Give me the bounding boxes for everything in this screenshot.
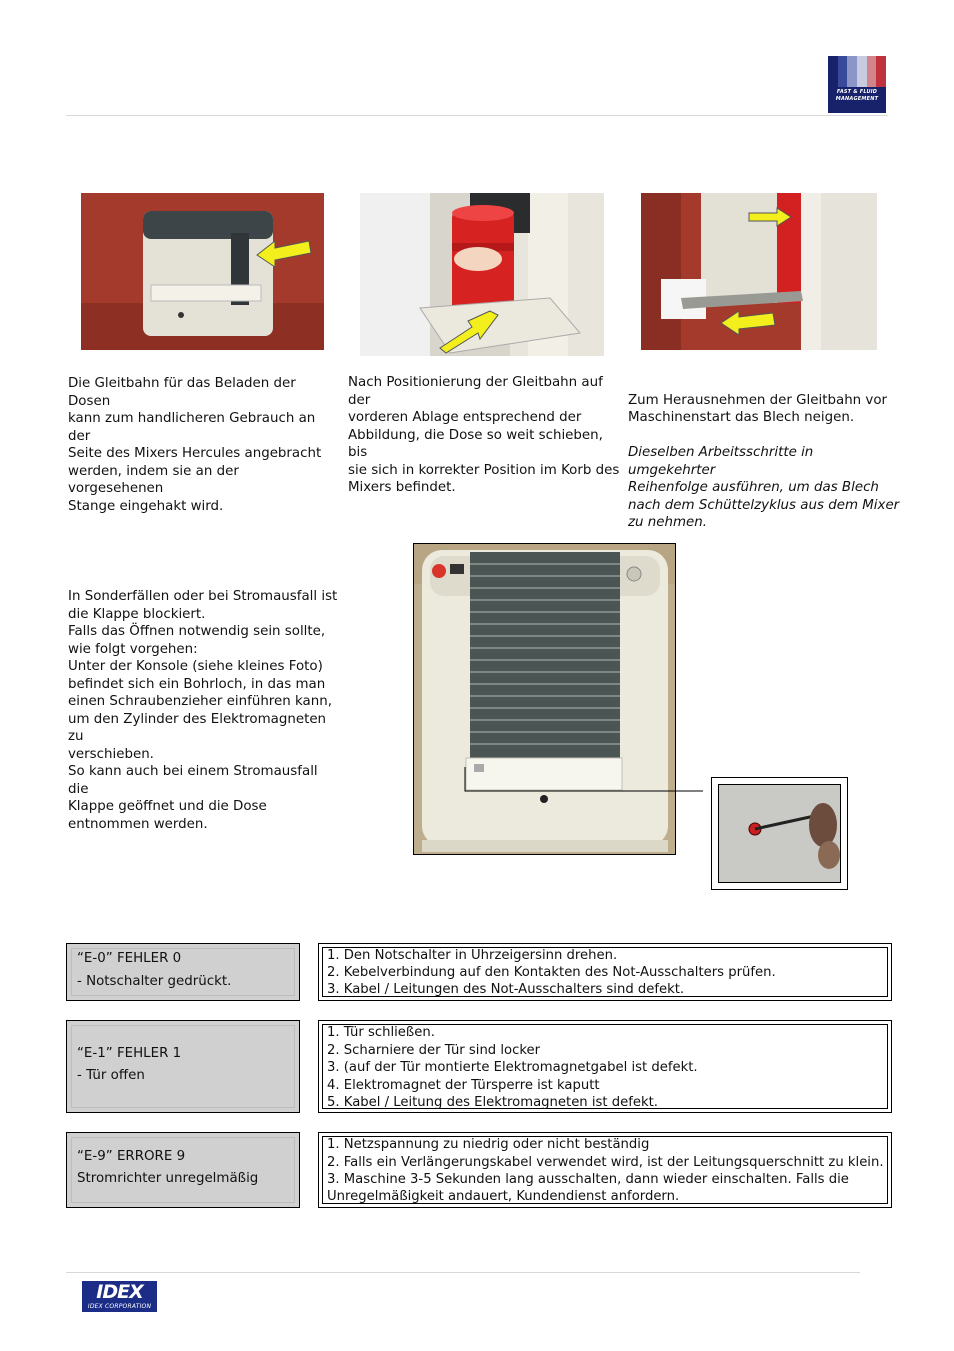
fix-line: 4. Elektromagnet der Türsperre ist kaputt	[327, 1078, 600, 1093]
callout-line	[462, 765, 708, 795]
logo-stripes	[828, 56, 886, 87]
caption-remove-slide-normal: Zum Herausnehmen der Gleitbahn vor Maschinenstart das Blech neigen.	[628, 392, 888, 425]
caption-door-emergency: In Sonderfällen oder bei Stromausfall ist die Klappe blockiert. Falls das Öffnen notwendig sein sollte, wie folgt vorgehen: Unter der Konsole (siehe kleines Foto) befindet sich ein Bohrloch, in das man einen Schraubenzieher einführen kann, um den Zylinder des Elektromagneten zu verschieben. So kann auch bei einem Stromausfall die Klappe geöffnet und die Dose entnommen werden.	[68, 589, 338, 832]
fix-line: Unregelmäßigkeit andauert, Kundendienst anfordern.	[327, 1189, 680, 1204]
idex-logo	[82, 1281, 157, 1312]
error-fix-box-e9	[318, 1132, 892, 1208]
logo-text	[830, 89, 884, 103]
fix-line: 3. Maschine 3-5 Sekunden lang ausschalten, dann wieder einschalten. Falls die	[327, 1172, 849, 1187]
error-code-inner	[71, 1025, 295, 1108]
error-desc: - Tür offen	[77, 1068, 145, 1083]
fix-line: 3. Kabel / Leitungen des Not-Ausschalters sind defekt.	[327, 982, 685, 997]
idex-logo-subtext: IDEX CORPORATION	[87, 1303, 152, 1310]
inset-photo-screwdriver	[718, 784, 841, 883]
fix-line: 1. Netzspannung zu niedrig oder nicht beständig	[327, 1137, 650, 1152]
footer-rule	[66, 1272, 860, 1273]
photo-mixer-side	[81, 193, 324, 350]
error-fix-box-e1	[318, 1020, 892, 1113]
error-code-box-e9	[66, 1132, 300, 1208]
error-code-inner	[71, 1137, 295, 1203]
fix-line: 5. Kabel / Leitung des Elektromagneten ist defekt.	[327, 1095, 658, 1110]
fast-fluid-logo	[828, 56, 886, 113]
logo-text-line-2: MANAGEMENT	[835, 96, 879, 102]
error-code-box-e0	[66, 943, 300, 1001]
error-code: “E-9” ERRORE 9	[77, 1149, 186, 1164]
idex-logo-text: IDEX	[96, 1281, 143, 1303]
error-fix-box-e0	[318, 943, 892, 1001]
caption-position-can: Nach Positionierung der Gleitbahn auf der vorderen Ablage entsprechend der Abbildung, die Dose so weit schieben, bis sie sich in korrekter Position im Korb des Mixers befindet.	[348, 375, 620, 495]
photo-mixer-front	[413, 543, 676, 855]
header-rule	[66, 115, 888, 116]
logo-text-line-1: FAST & FLUID	[836, 89, 878, 95]
inset-photo-frame	[711, 777, 848, 890]
fix-line: 1. Tür schließen.	[327, 1025, 435, 1040]
fix-line: 2. Falls ein Verlängerungskabel verwendet wird, ist der Leitungsquerschnitt zu klein.	[327, 1155, 884, 1170]
photo-tilt-sheet	[641, 193, 877, 350]
caption-remove-slide	[628, 374, 900, 549]
fix-line: 1. Den Notschalter in Uhrzeigersinn drehen.	[327, 948, 618, 963]
fix-line: 2. Scharniere der Tür sind locker	[327, 1043, 541, 1058]
error-code: “E-1” FEHLER 1	[77, 1046, 182, 1061]
error-desc: - Notschalter gedrückt.	[77, 974, 232, 989]
photo-can-placement	[360, 193, 604, 356]
fix-line: 2. Kebelverbindung auf den Kontakten des Not-Ausschalters prüfen.	[327, 965, 776, 980]
caption-remove-slide-italic: Dieselben Arbeitsschritte in umgekehrter Reihenfolge ausführen, um das Blech nach dem Schüttelzyklus aus dem Mixer zu nehmen.	[628, 445, 900, 530]
error-code: “E-0” FEHLER 0	[77, 951, 182, 966]
caption-mount-slide: Die Gleitbahn für das Beladen der Dosen kann zum handlicheren Gebrauch an der Seite des Mixers Hercules angebracht werden, indem sie an der vorgesehenen Stange eingehakt wird.	[68, 376, 322, 514]
error-code-box-e1	[66, 1020, 300, 1113]
error-desc: Stromrichter unregelmäßig	[77, 1171, 259, 1186]
fix-line: 3. (auf der Tür montierte Elektromagnetgabel ist defekt.	[327, 1060, 698, 1075]
